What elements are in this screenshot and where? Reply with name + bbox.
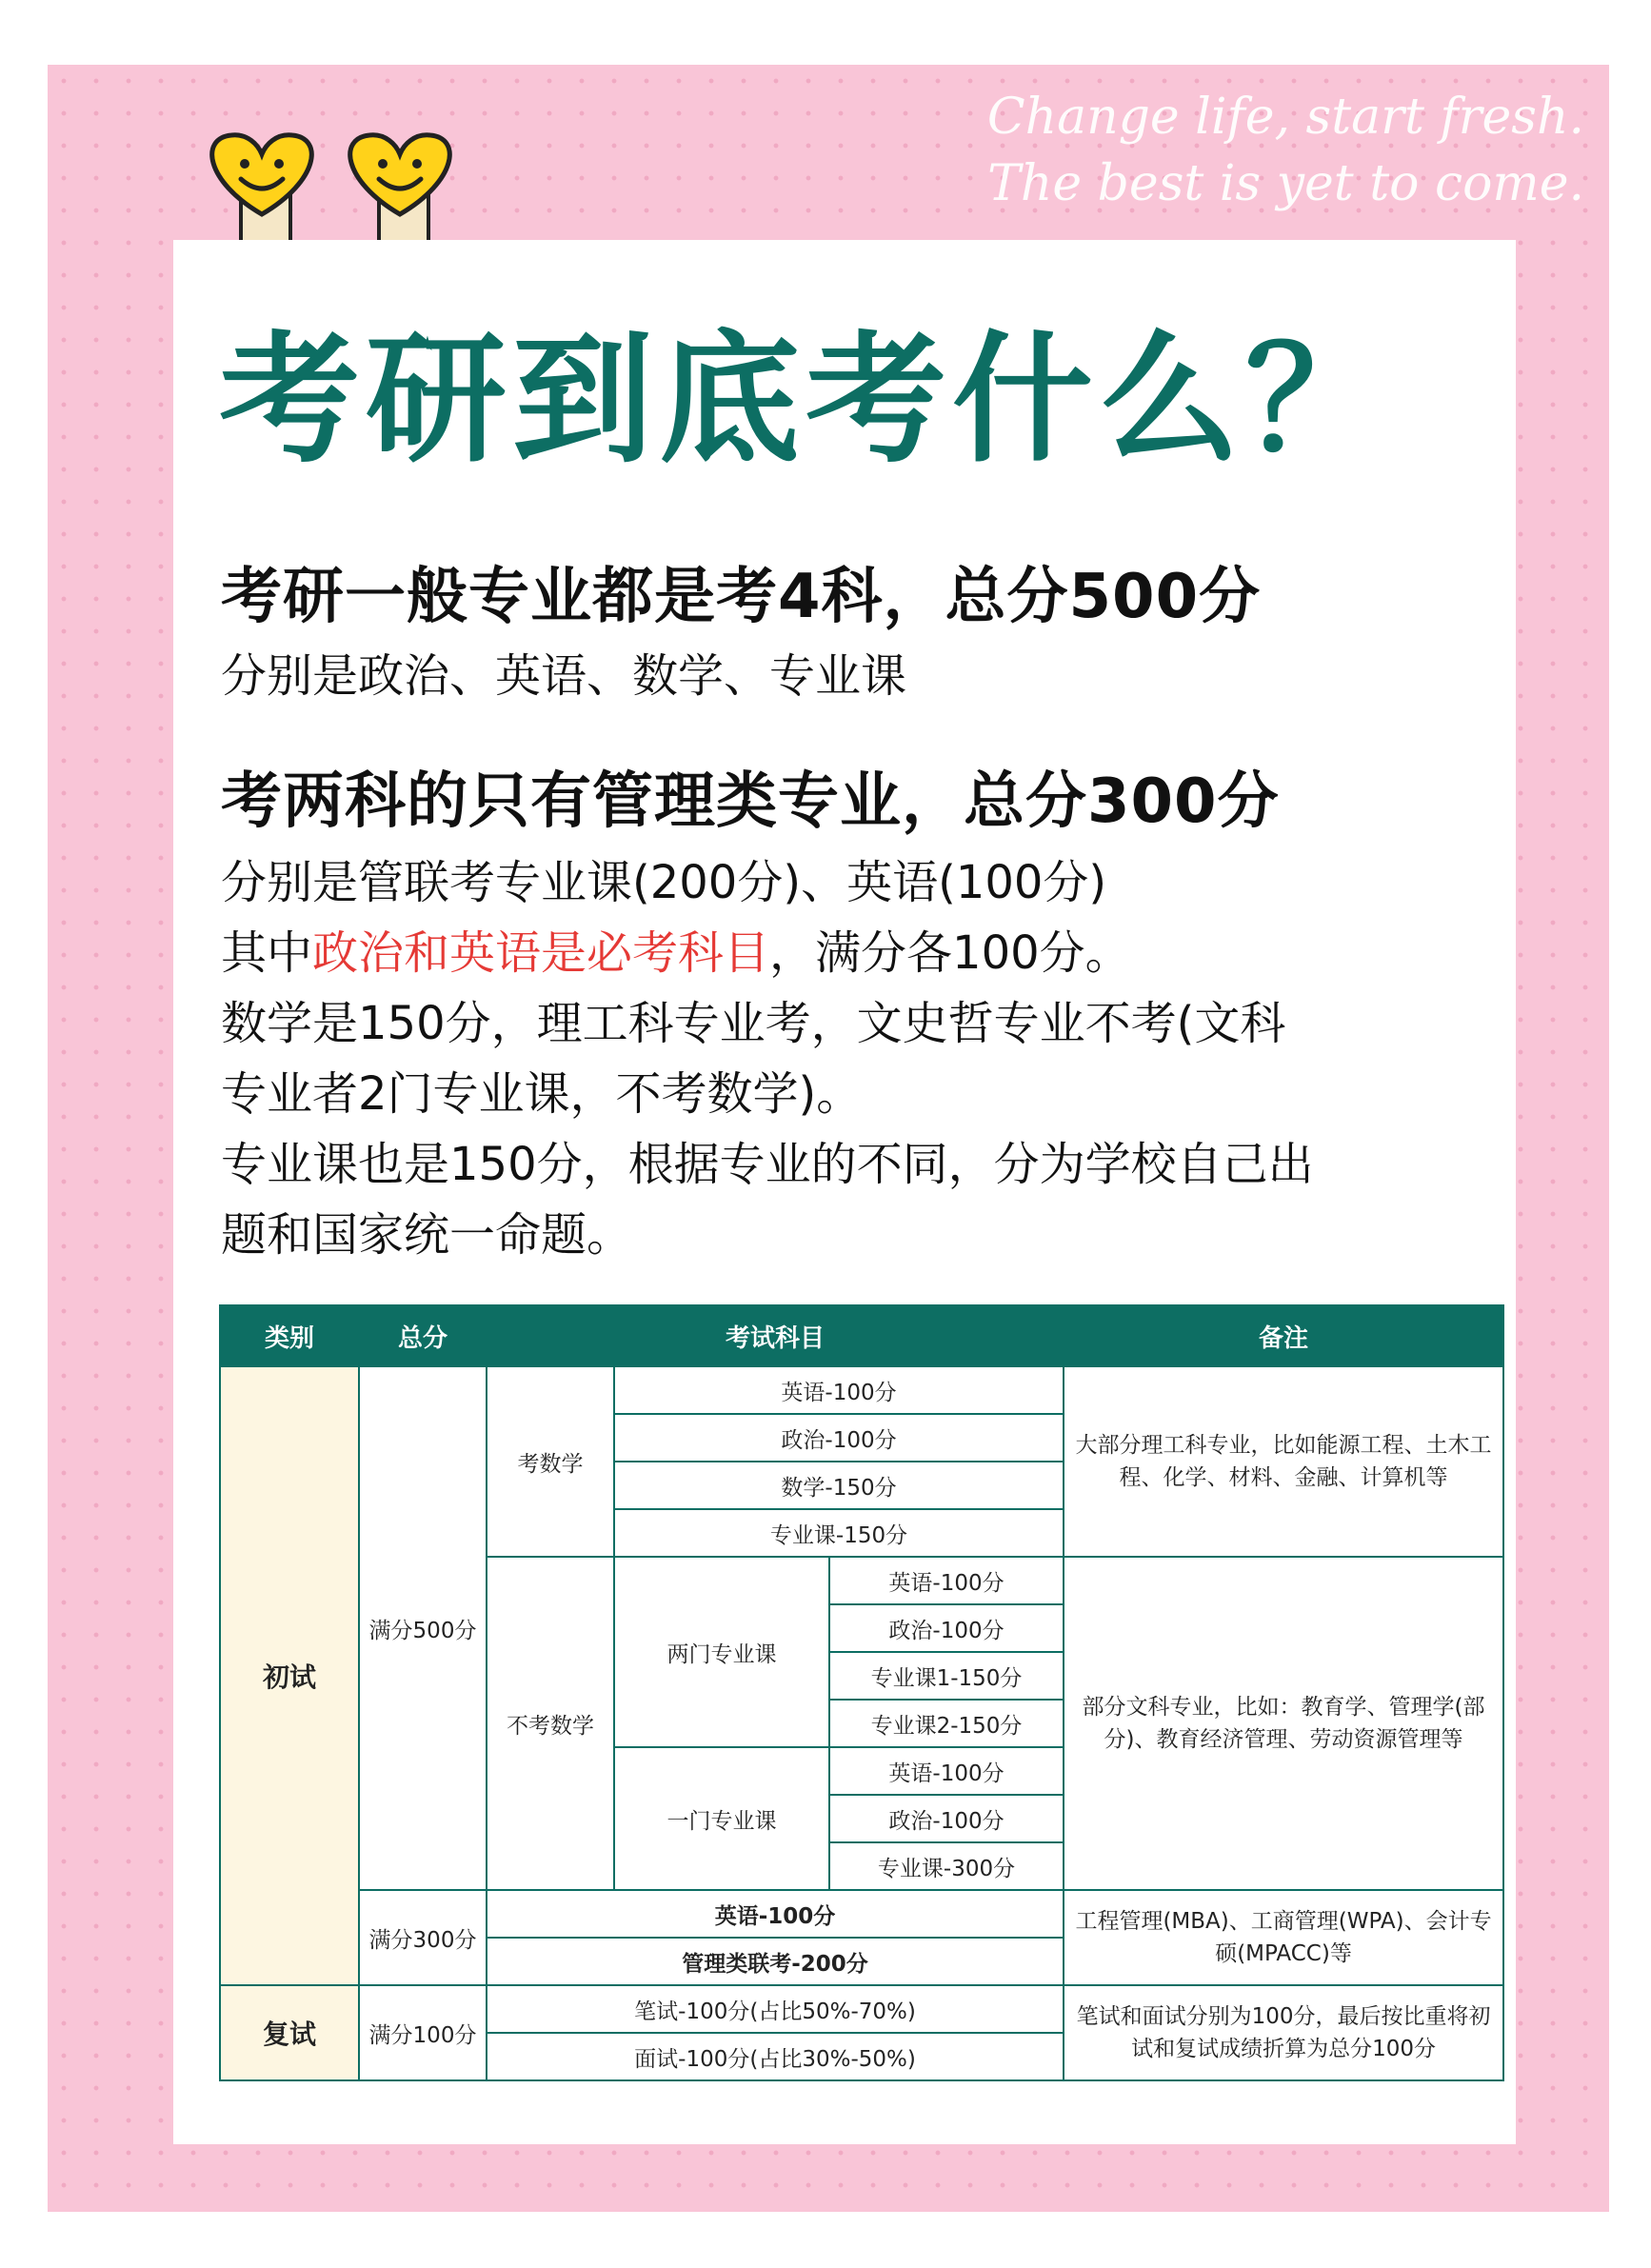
subject-cell: 专业课-150分 <box>614 1509 1064 1557</box>
note-nomath: 部分文科专业，比如：教育学、管理学(部分)、教育经济管理、劳动资源管理等 <box>1064 1557 1503 1890</box>
category-chushi: 初试 <box>220 1366 359 1985</box>
subject-cell: 政治-100分 <box>829 1604 1064 1652</box>
total-100: 满分100分 <box>359 1985 487 2080</box>
line2-suffix: ，满分各100分。 <box>769 926 1131 980</box>
table-header-row <box>220 1305 1503 1366</box>
slogan-line-1: Change life, start fresh. <box>986 89 1584 146</box>
required-subjects-highlight: 政治和英语是必考科目 <box>312 926 770 980</box>
page-title: 考研到底考什么？ <box>219 318 1392 482</box>
section2-heading: 考两科的只有管理类专业，总分300分 <box>221 766 1280 837</box>
note-fushi: 笔试和面试分别为100分，最后按比重将初试和复试成绩折算为总分100分 <box>1064 1985 1503 2080</box>
total-500: 满分500分 <box>359 1366 487 1890</box>
subject-cell: 专业课-300分 <box>829 1842 1064 1890</box>
header-total: 总分 <box>359 1305 487 1366</box>
section2-line3: 数学是150分，理工科专业考，文史哲专业不考(文科 <box>221 997 1286 1050</box>
slogan-line-2: The best is yet to come. <box>987 155 1584 212</box>
table-row <box>220 1985 1503 2033</box>
table-row <box>220 1890 1503 1938</box>
header-subjects: 考试科目 <box>487 1305 1064 1366</box>
header-category: 类别 <box>220 1305 359 1366</box>
section1-heading: 考研一般专业都是考4科，总分500分 <box>221 562 1262 632</box>
section2-line2 <box>221 918 1131 988</box>
subject-cell: 数学-150分 <box>614 1462 1064 1509</box>
category-fushi: 复试 <box>220 1985 359 2080</box>
section2-line1: 分别是管联考专业课(200分)、英语(100分) <box>221 856 1107 909</box>
slogan <box>861 84 1584 217</box>
subject-cell: 笔试-100分(占比50%-70%) <box>487 1985 1064 2033</box>
subgroup-one-major: 一门专业课 <box>614 1747 829 1890</box>
subject-cell: 英语-100分 <box>829 1557 1064 1604</box>
section2-line5: 专业课也是150分，根据专业的不同，分为学校自己出 <box>221 1138 1314 1191</box>
note-math: 大部分理工科专业，比如能源工程、土木工程、化学、材料、金融、计算机等 <box>1064 1366 1503 1557</box>
group-nomath: 不考数学 <box>487 1557 614 1890</box>
subject-cell: 政治-100分 <box>829 1795 1064 1842</box>
group-math: 考数学 <box>487 1366 614 1557</box>
smiley-heart-icon <box>195 124 328 248</box>
smiley-heart-icon <box>333 124 467 248</box>
subject-cell: 英语-100分 <box>829 1747 1064 1795</box>
subject-cell: 政治-100分 <box>614 1414 1064 1462</box>
subject-cell: 英语-100分 <box>487 1890 1064 1938</box>
subject-cell: 面试-100分(占比30%-50%) <box>487 2033 1064 2080</box>
section2-line6: 题和国家统一命题。 <box>221 1208 633 1262</box>
subject-cell: 管理类联考-200分 <box>487 1938 1064 1985</box>
section2-line4: 专业者2门专业课，不考数学)。 <box>221 1067 863 1121</box>
section1-line: 分别是政治、英语、数学、专业课 <box>221 649 907 703</box>
subject-cell: 英语-100分 <box>614 1366 1064 1414</box>
subject-cell: 专业课2-150分 <box>829 1700 1064 1747</box>
line2-prefix: 其中 <box>221 926 313 980</box>
total-300: 满分300分 <box>359 1890 487 1985</box>
exam-table <box>219 1304 1504 2081</box>
header-notes: 备注 <box>1064 1305 1503 1366</box>
note-management: 工程管理(MBA)、工商管理(WPA)、会计专硕(MPACC)等 <box>1064 1890 1503 1985</box>
subject-cell: 专业课1-150分 <box>829 1652 1064 1700</box>
subgroup-two-major: 两门专业课 <box>614 1557 829 1747</box>
table-row <box>220 1366 1503 1414</box>
